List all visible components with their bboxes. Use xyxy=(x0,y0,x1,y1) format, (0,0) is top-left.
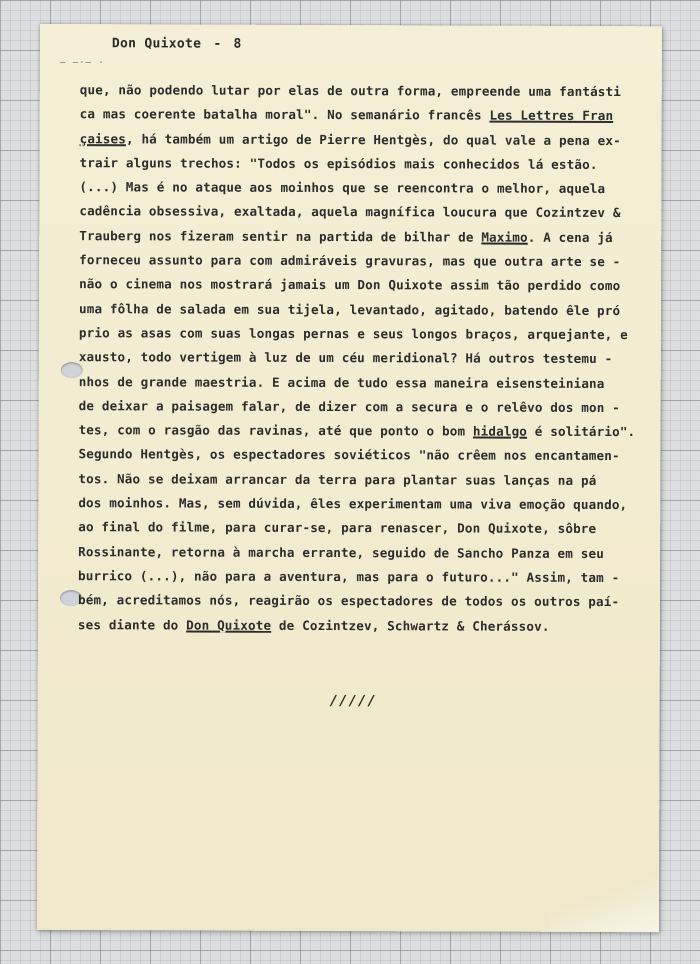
text-line xyxy=(78,515,658,541)
text-run: dos moinhos. Mas, sem dúvida, êles experimentam uma viva emoção quando, xyxy=(78,495,628,513)
body-text xyxy=(78,78,660,639)
text-line xyxy=(79,224,659,250)
text-line xyxy=(79,370,659,396)
page-number: 8 xyxy=(233,36,242,52)
text-line xyxy=(80,127,660,153)
text-line xyxy=(78,613,658,639)
text-run: de Cozintzev, Schwartz & Cherássov. xyxy=(271,617,550,634)
text-run: não o cinema nos mostrará jamais um Don Quixote assim tão perdido como xyxy=(79,276,621,294)
header-title: Don Quixote xyxy=(111,36,202,52)
text-line xyxy=(79,248,659,274)
underlined-title: Maximo xyxy=(481,229,528,245)
text-run: cadência obsessiva, exaltada, aquela magnífica loucura que Cozintzev & xyxy=(79,203,621,221)
text-run: de deixar a paisagem falar, de dizer com a secura e o relêvo dos mon - xyxy=(78,397,620,415)
page-header xyxy=(112,36,242,51)
text-run: ao final do filme, para curar-se, para renascer, Don Quixote, sôbre xyxy=(78,519,597,537)
text-run: bém, acreditamos nós, reagirão os espectadores de todos os outros paí- xyxy=(77,592,620,610)
text-line xyxy=(78,443,658,469)
text-run: que, não podendo lutar por elas de outra forma, empreende uma fantásti xyxy=(79,82,622,100)
typewritten-page xyxy=(37,24,662,932)
text-line xyxy=(78,564,658,590)
text-run: forneceu assunto para com admiráveis gravuras, mas que outra arte se - xyxy=(79,252,621,270)
text-run: ca mas coerente batalha moral". No semanário francês xyxy=(79,106,490,123)
text-line xyxy=(80,102,660,128)
text-run: (...) Mas é no ataque aos moinhos que se reencontra o melhor, aquela xyxy=(79,179,606,197)
text-run: prio as asas com suas longas pernas e seus longos braços, arquejante, e xyxy=(78,325,628,343)
text-run: . A cena já xyxy=(527,229,613,245)
text-run: , há também um artigo de Pierre Hentgès, do qual vale a pena ex- xyxy=(125,130,621,148)
underlined-title: hidalgo xyxy=(472,423,528,439)
text-run: Rossinante, retorna à marcha errante, seguido de Sancho Panza em seu xyxy=(78,543,604,561)
text-line xyxy=(79,297,659,323)
text-line xyxy=(80,78,660,104)
underlined-title: Les Lettres Fran xyxy=(489,107,614,124)
text-line xyxy=(78,588,658,614)
text-run: uma fôlha de salada em sua tijela, levantado, agitado, batendo êle pró xyxy=(78,300,621,318)
text-line xyxy=(79,345,659,371)
text-line xyxy=(78,491,658,517)
header-separator: - xyxy=(213,36,222,52)
text-run: tes, com o rasgão das ravinas, até que ponto o bom xyxy=(78,422,473,439)
underlined-title: çaises xyxy=(79,130,127,146)
text-run: burrico (...), não para a aventura, mas para o futuro..." Assim, tam - xyxy=(78,568,620,585)
text-line xyxy=(79,321,659,347)
text-line xyxy=(79,175,659,201)
text-line xyxy=(79,418,659,444)
text-line xyxy=(79,200,659,226)
text-line xyxy=(79,151,659,177)
text-run: ses diante do xyxy=(77,616,187,633)
text-line xyxy=(78,467,658,493)
text-line xyxy=(78,540,658,566)
text-run: xausto, todo vertigem à luz de um céu meridional? Há outros testemu - xyxy=(78,349,613,367)
text-run: nhos de grande maestria. E acima de tudo essa maneira eisensteiniana xyxy=(78,373,605,391)
margin-mark: — —·— · xyxy=(59,58,105,69)
text-run: trair alguns trechos: "Todos os episódios mais conhecidos lá estão. xyxy=(79,155,598,172)
text-line xyxy=(79,273,659,299)
text-run: Segundo Hentgès, os espectadores soviéticos "não crêem nos encantamen- xyxy=(78,446,620,464)
text-run: Trauberg nos fizeram sentir na partida de bilhar de xyxy=(79,227,482,245)
underlined-title: Don Quixote xyxy=(186,617,272,633)
text-run: é solitário". xyxy=(527,423,636,440)
text-run: tos. Não se deixam arrancar da terra para plantar suas lanças na pá xyxy=(78,470,597,488)
end-mark: ///// xyxy=(329,693,377,710)
text-line xyxy=(79,394,659,420)
